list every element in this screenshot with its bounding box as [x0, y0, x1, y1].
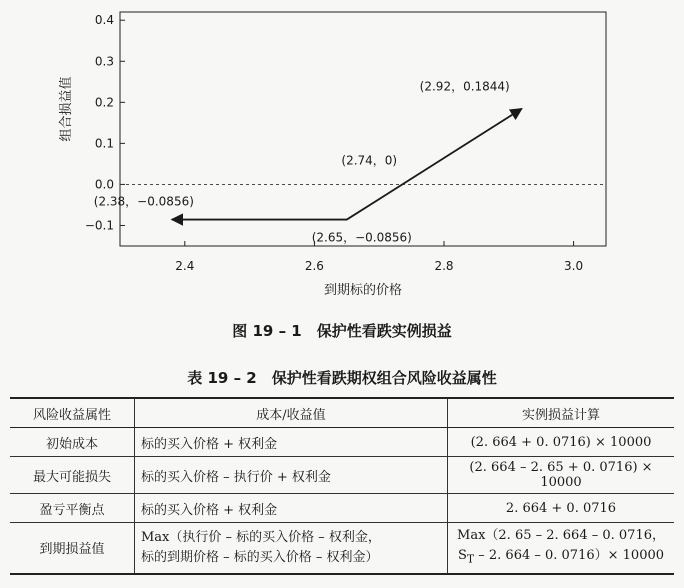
y-tick-label: −0.1	[84, 218, 114, 233]
table-row	[10, 457, 674, 494]
y-tick-label: 0.2	[94, 95, 114, 110]
point-label: (2.38，−0.0856)	[93, 194, 194, 209]
header-cost: 成本/收益值	[135, 398, 448, 428]
point-label: (2.74，0)	[341, 153, 398, 168]
x-tick-label: 3.0	[564, 259, 584, 273]
x-axis-label: 到期标的价格	[323, 283, 403, 298]
plot-frame	[120, 12, 606, 246]
row-calc	[448, 523, 675, 574]
y-axis-label: 组合损益值	[59, 76, 74, 142]
figure-caption: 图 19 – 1 保护性看跌实例损益	[232, 322, 452, 340]
header-attr: 风险收益属性	[10, 398, 135, 428]
row-cost: 标的买入价格 – 执行价 + 权利金	[135, 457, 448, 494]
row-attr: 最大可能损失	[10, 457, 135, 494]
calc-var: S	[457, 548, 467, 563]
table-caption: 表 19 – 2 保护性看跌期权组合风险收益属性	[187, 369, 497, 387]
row-cost: 标的买入价格 + 权利金	[135, 494, 448, 523]
risk-return-table	[10, 397, 674, 575]
table-row	[10, 494, 674, 523]
table-header-row	[10, 398, 674, 428]
row-attr: 到期损益值	[10, 523, 135, 574]
y-tick-label: 0.0	[94, 177, 114, 192]
point-label: (2.92，0.1844)	[419, 79, 510, 94]
row-attr: 盈亏平衡点	[10, 494, 135, 523]
x-tick-label: 2.8	[434, 259, 454, 273]
y-tick-label: 0.3	[94, 54, 114, 69]
calc-subscript: T	[466, 552, 475, 566]
row-calc: (2. 664 + 0. 0716) × 10000	[448, 428, 675, 457]
x-tick-label: 2.6	[304, 259, 324, 273]
calc-rest: – 2. 664 – 0. 0716）× 10000	[474, 548, 665, 563]
table-row	[10, 428, 674, 457]
row-cost: 标的买入价格 + 权利金	[135, 428, 448, 457]
row-calc: (2. 664 – 2. 65 + 0. 0716) × 10000	[448, 457, 675, 494]
row-attr: 初始成本	[10, 428, 135, 457]
calc-line-2	[454, 546, 668, 570]
calc-line: Max（2. 65 – 2. 664 – 0. 0716，	[457, 528, 665, 543]
row-cost	[135, 523, 448, 574]
cost-line: 标的到期价格 – 标的买入价格 – 权利金）	[141, 549, 379, 565]
cost-line: Max（执行价 – 标的买入价格 – 权利金，	[141, 529, 381, 545]
header-calc: 实例损益计算	[448, 398, 675, 428]
y-tick-label: 0.1	[94, 136, 114, 151]
row-calc: 2. 664 + 0. 0716	[448, 494, 675, 523]
x-tick-label: 2.4	[175, 259, 195, 273]
table-row	[10, 523, 674, 574]
point-label: (2.65，−0.0856)	[311, 230, 412, 245]
y-tick-label: 0.4	[94, 13, 114, 28]
